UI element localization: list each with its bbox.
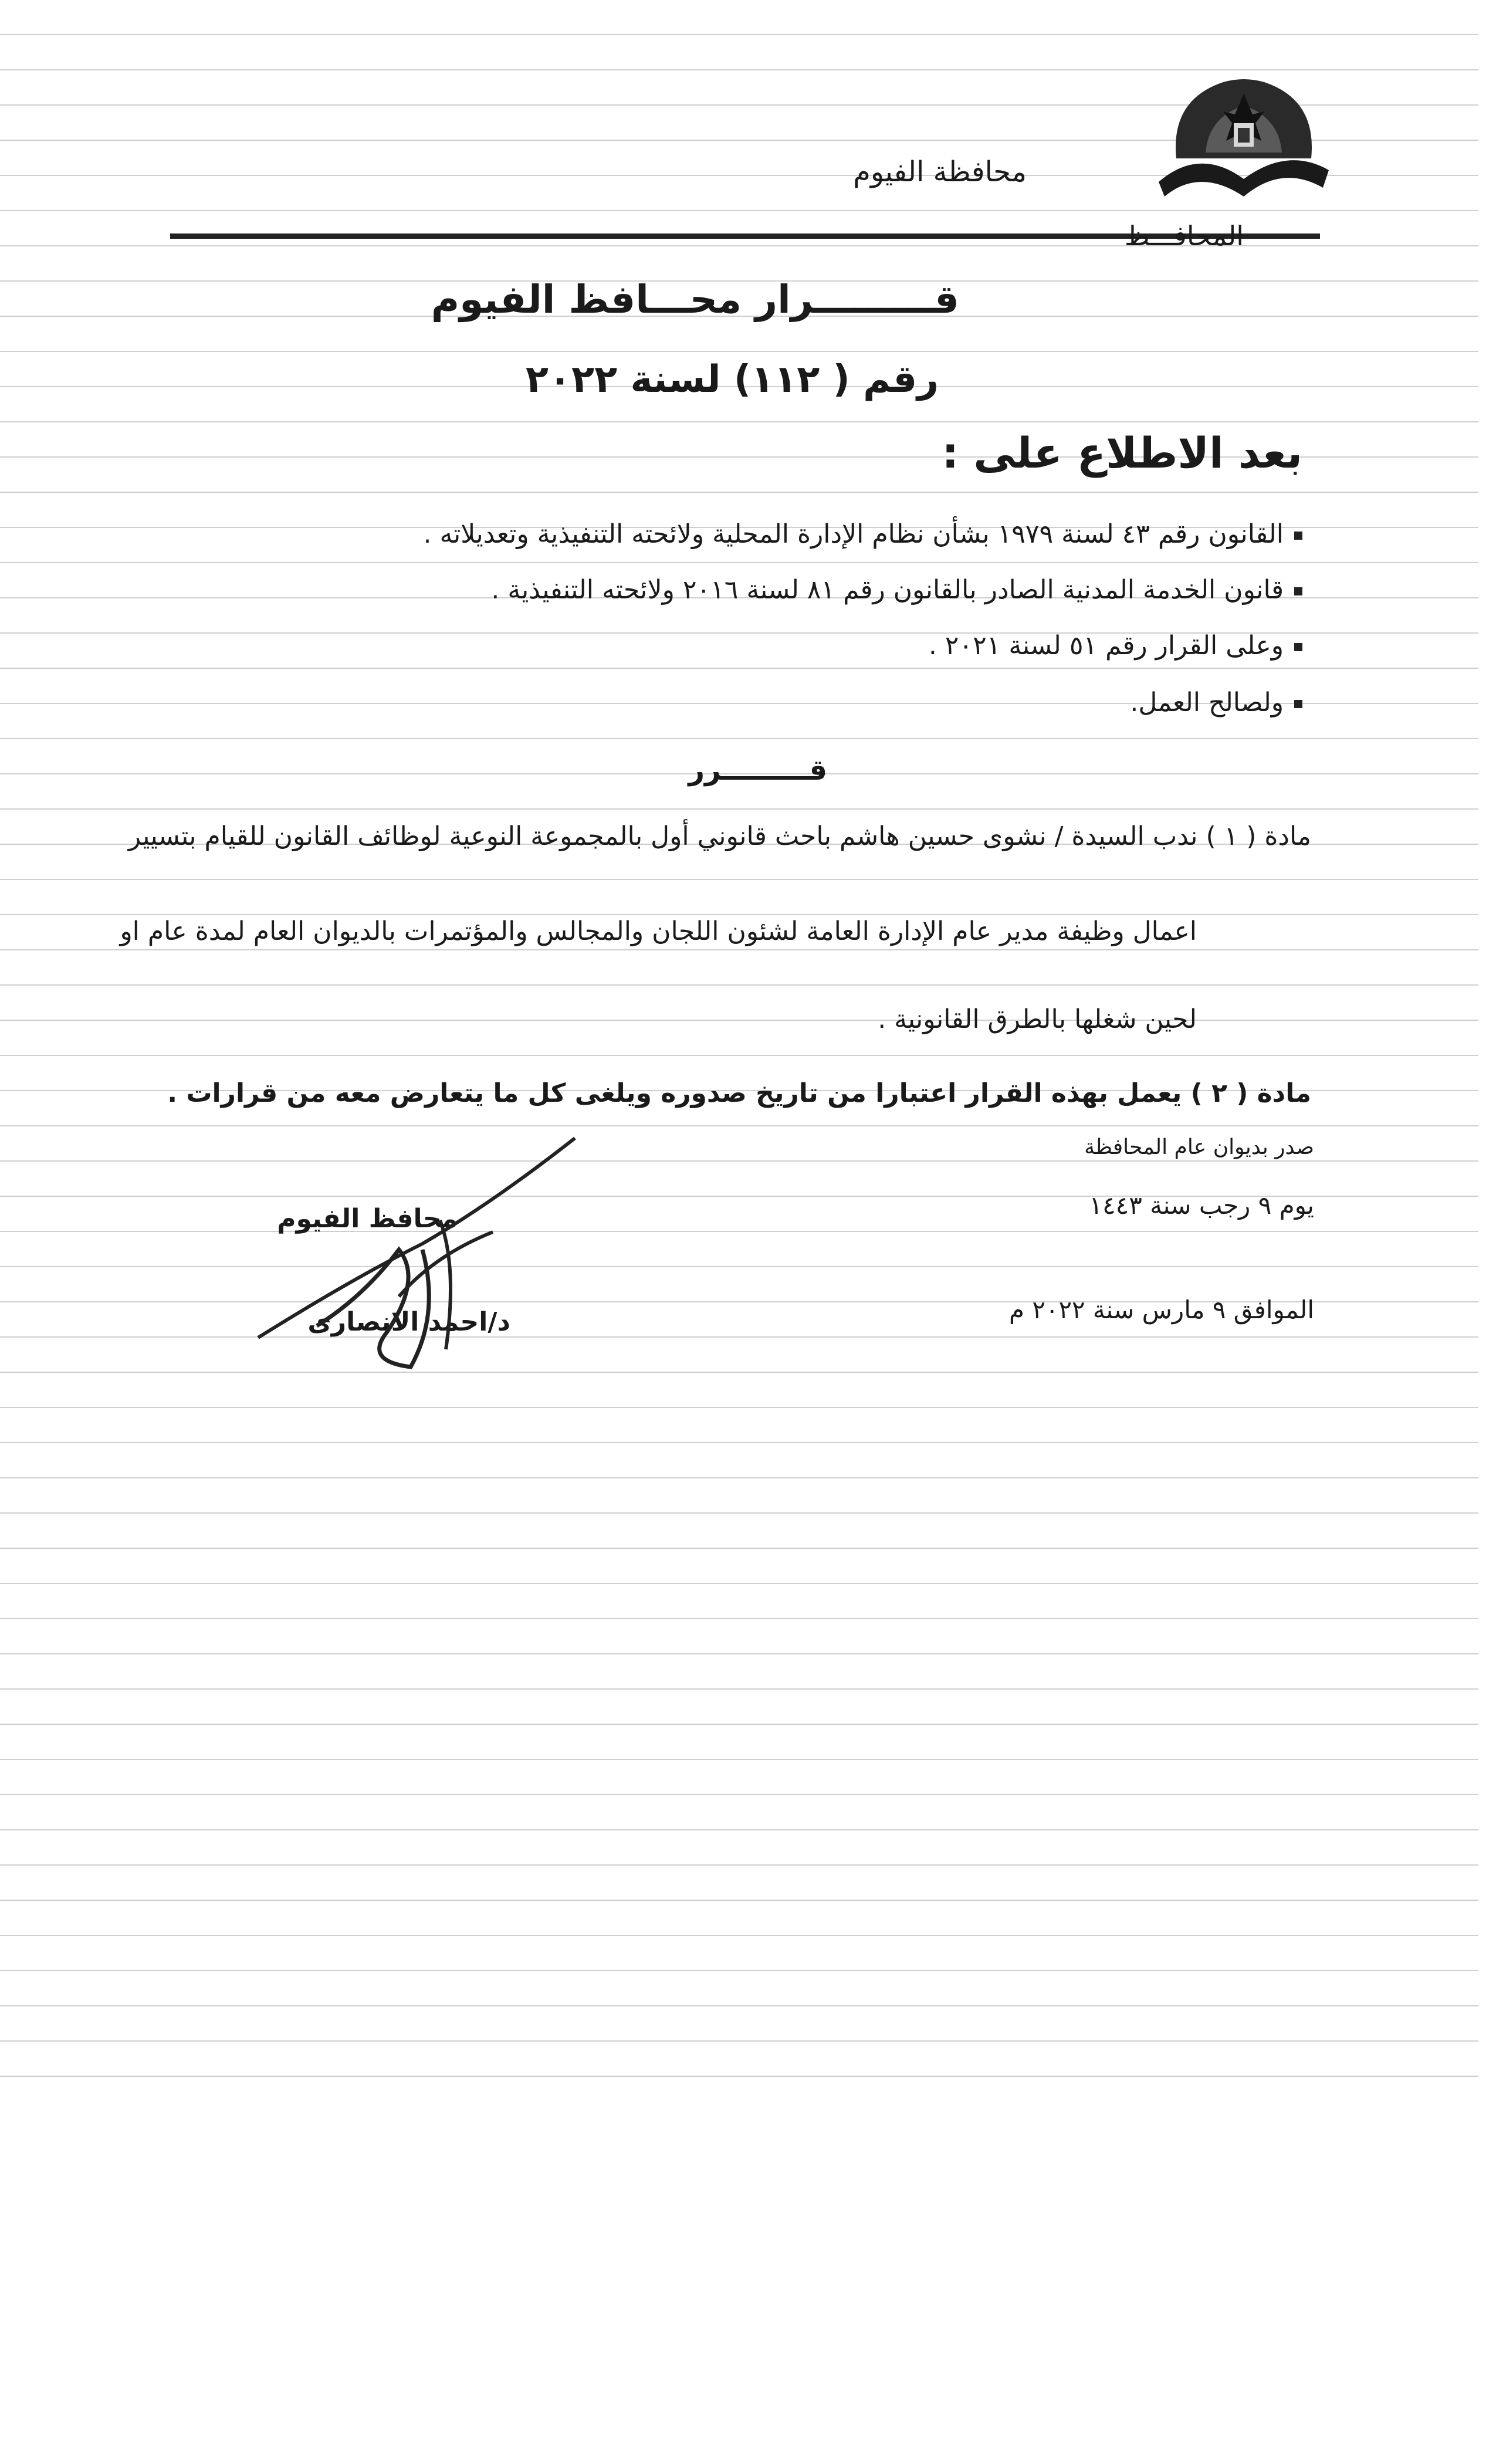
- bullet-icon: [1294, 643, 1302, 651]
- reference-item: ولصالح العمل.: [1130, 688, 1302, 717]
- hijri-date: يوم ٩ رجب سنة ١٤٤٣: [1089, 1191, 1314, 1220]
- governor-office-label: المحافـــظ: [1124, 220, 1244, 252]
- reference-item: قانون الخدمة المدنية الصادر بالقانون رقم ٨١ لسنة ٢٠١٦ ولائحته التنفيذية .: [491, 575, 1302, 605]
- signatory-name: د/احمد الانصارى: [307, 1307, 510, 1337]
- governorate-emblem: [1153, 59, 1335, 211]
- gregorian-date: الموافق ٩ مارس سنة ٢٠٢٢ م: [1008, 1295, 1314, 1324]
- bullet-icon: [1294, 700, 1302, 708]
- reference-item: القانون رقم ٤٣ لسنة ١٩٧٩ بشأن نظام الإدارة المحلية ولائحته التنفيذية وتعديلاته .: [423, 519, 1302, 549]
- governorate-name: محافظة الفيوم: [853, 155, 1027, 188]
- decision-heading: قـــــــــرر: [688, 754, 827, 787]
- bullet-icon: [1294, 532, 1302, 540]
- article-2: مادة ( ٢ ) يعمل بهذه القرار اعتبارا من تاريخ صدوره ويلغى كل ما يتعارض معه من قرارات .: [167, 1078, 1311, 1108]
- article-1-line: مادة ( ١ ) ندب السيدة / نشوى حسين هاشم باحث قانوني أول بالمجموعة النوعية لوظائف القانون للقيام بتسيير: [128, 821, 1311, 851]
- decree-title: قـــــــــرار محـــافظ الفيوم: [431, 277, 959, 322]
- decree-number: رقم ( ١١٢) لسنة ٢٠٢٢: [525, 358, 939, 401]
- bullet-icon: [1294, 587, 1302, 595]
- article-1-line: لحين شغلها بالطرق القانونية .: [878, 1004, 1197, 1034]
- reference-item: وعلى القرار رقم ٥١ لسنة ٢٠٢١ .: [929, 631, 1302, 661]
- handwritten-signature: [246, 1103, 622, 1396]
- signatory-title: محافظ الفيوم: [277, 1204, 458, 1234]
- issued-location: صدر بديوان عام المحافظة: [1084, 1135, 1314, 1159]
- preamble-intro: بعد الاطلاع على :: [942, 428, 1302, 478]
- article-1-line: اعمال وظيفة مدير عام الإدارة العامة لشئون اللجان والمجالس والمؤتمرات بالديوان العام لمدة عام او: [120, 916, 1197, 946]
